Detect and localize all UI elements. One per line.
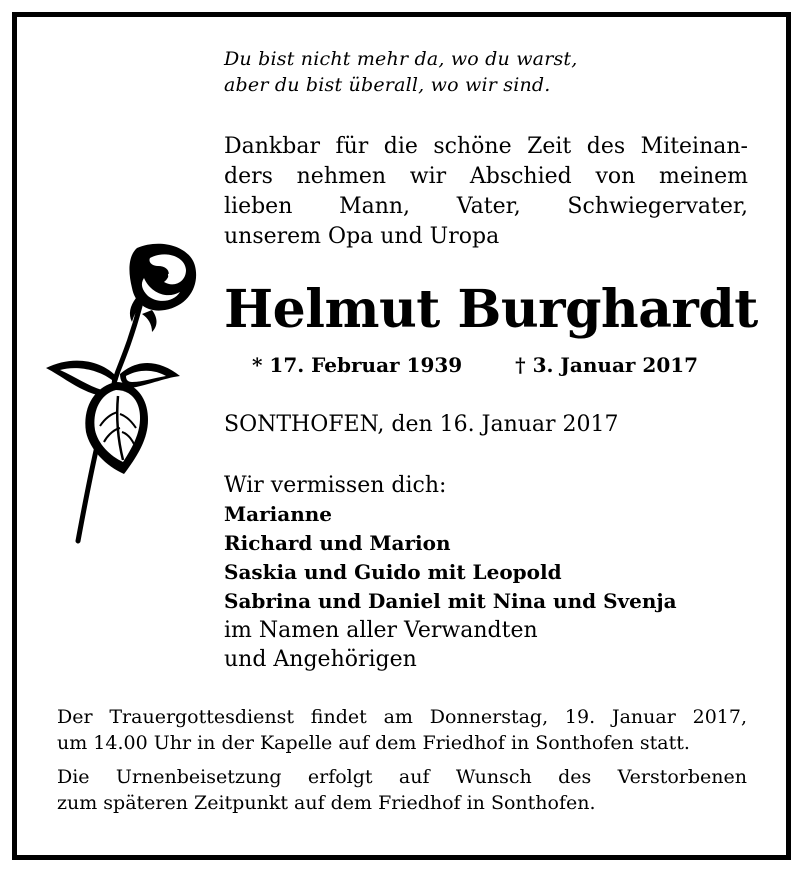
death-date: † 3. Januar 2017 [515,353,699,377]
mourners-block [224,471,677,674]
deceased-name: Helmut Burghardt [224,279,758,340]
service-line: um 14.00 Uhr in der Kapelle auf dem Friedhof in Sonthofen statt. [57,732,690,754]
mourners-closing: im Namen aller Verwandten [224,618,538,643]
memorial-quote [224,46,764,98]
burial-paragraph [57,764,747,816]
farewell-line: lieben Mann, Vater, Schwiegervater, [224,194,748,219]
birth-date: * 17. Februar 1939 [252,353,463,377]
farewell-line: unserem Opa und Uropa [224,224,500,249]
mourner-name: Sabrina und Daniel mit Nina und Svenja [224,589,677,613]
burial-line: zum späteren Zeitpunkt auf dem Friedhof in Sonthofen. [57,792,596,814]
mourners-intro: Wir vermissen dich: [224,473,447,498]
farewell-line: Dankbar für die schöne Zeit des Miteinan- [224,134,748,159]
farewell-text [224,132,748,252]
quote-line: Du bist nicht mehr da, wo du warst, [224,48,578,70]
farewell-line: ders nehmen wir Abschied von meinem [224,164,748,189]
service-line: Der Trauergottesdienst findet am Donnerstag, 19. Januar 2017, [57,706,747,728]
mourner-name: Marianne [224,502,332,526]
mourners-closing: und Angehörigen [224,647,417,672]
place-date: SONTHOFEN, den 16. Januar 2017 [224,412,619,437]
rose-icon [40,236,205,546]
service-paragraph [57,704,747,756]
life-dates [252,350,698,380]
mourner-name: Richard und Marion [224,531,451,555]
quote-line: aber du bist überall, wo wir sind. [224,74,551,96]
burial-line: Die Urnenbeisetzung erfolgt auf Wunsch des Verstorbenen [57,766,747,788]
service-info [57,704,747,824]
mourner-name: Saskia und Guido mit Leopold [224,560,562,584]
